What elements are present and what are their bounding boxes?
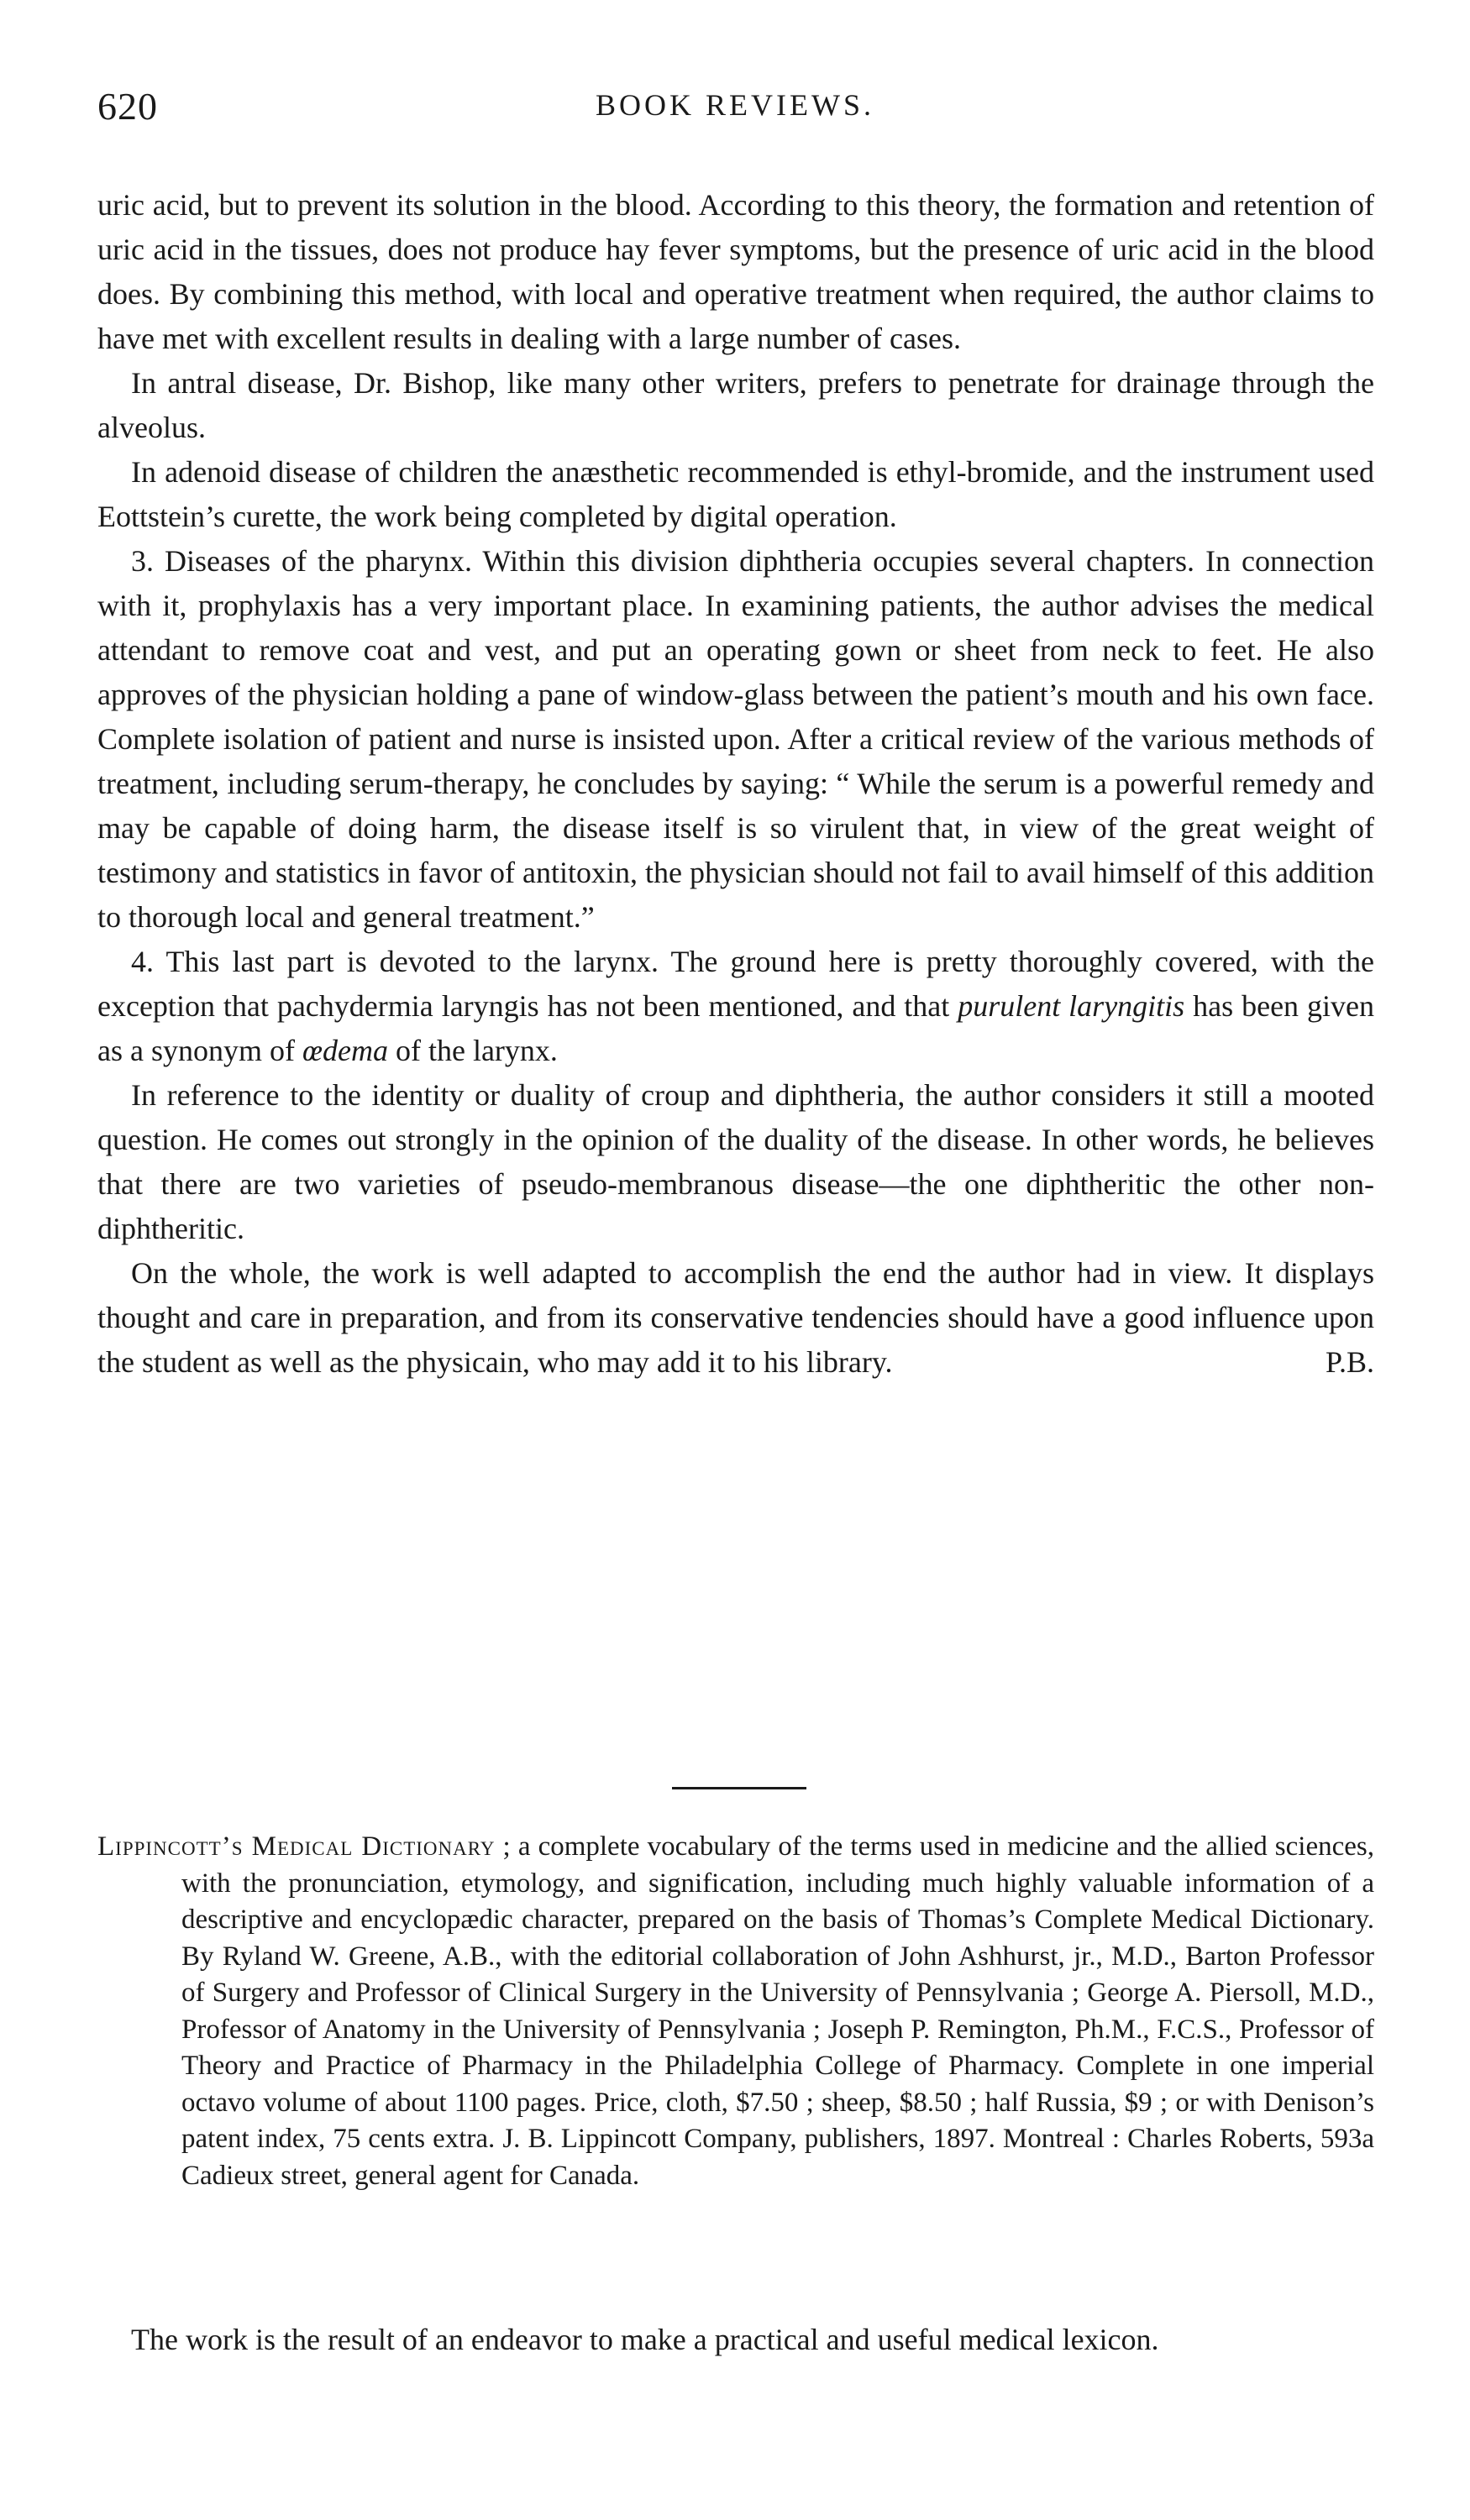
larynx-text-1: 4. This last part is devoted to the larynx. The ground here is pretty thoroughly covered, with the exception that pachydermia laryngis has not been mentioned, and that (97, 945, 1374, 1023)
citation-title: Lippincott’s Medical Dictionary (97, 1831, 496, 1862)
closing-text: The work is the result of an endeavor to make a practical and useful medical lexicon. (131, 2323, 1159, 2356)
larynx-text-2: has been given as a synonym of (97, 989, 1374, 1067)
conclusion-text: On the whole, the work is well adapted to accomplish the end the author had in view. It displays thought and care in preparation, and from its conservative tendencies should have a good influence upon the student as well as the physicain, who may add it to his library. (97, 1256, 1374, 1379)
citation-details: ; a complete vocabulary of the terms used in medicine and the allied sciences, with the pronunciation, etymology, and signification, including much highly valuable information of a descriptive and encyclopædic character, prepared on the basis of Thomas’s Complete Medical Dictionary. By Ryland W. Greene, A.B., with the editorial collaboration of John Ashhurst, jr., M.D., Barton Professor of Surgery and Professor of Clinical Surgery in the University of Pennsylvania ; George A. Piersoll, M.D., Professor of Anatomy in the University of Pennsylvania ; Joseph P. Remington, Ph.M., F.C.S., Professor of Theory and Practice of Pharmacy in the Philadelphia College of Pharmacy. Complete in one imperial octavo volume of about 1100 pages. Price, cloth, $7.50 ; sheep, $8.50 ; half Russia, $9 ; or with Denison’s patent index, 75 cents extra. J. B. Lippincott Company, publishers, 1897. Montreal : Charles Roberts, 593a Cadieux street, general agent for Canada. (181, 1831, 1374, 2191)
paragraph-uric-acid: uric acid, but to prevent its solution in the blood. According to this theory, the formation and retention of uric acid in the tissues, does not produce hay fever symptoms, but the presence of uric acid in the blood does. By combining this method, with local and operative treatment when required, the author claims to have met with excellent results in dealing with a large number of cases. (97, 188, 1374, 355)
larynx-italic-term-1: purulent laryngitis (958, 989, 1185, 1023)
paragraph-croup: In reference to the identity or duality of croup and diphtheria, the author considers it still a mooted question. He comes out strongly in the opinion of the duality of the disease. In other words, he believes that there are two varieties of pseudo-membranous disease—the one diphtheritic the other non-diphtheritic. (97, 1078, 1374, 1245)
paragraph-larynx (97, 940, 1374, 1073)
page-number: 620 (97, 85, 158, 128)
larynx-italic-term-2: œdema (302, 1034, 388, 1067)
closing-paragraph (97, 2318, 1374, 2362)
review-body (97, 183, 1374, 1385)
running-title: BOOK REVIEWS. (596, 88, 874, 122)
section-divider (672, 1787, 806, 1789)
paragraph-pharynx: 3. Diseases of the pharynx. Within this division diphtheria occupies several chapters. In connection with it, prophylaxis has a very important place. In examining patients, the author advises the medical attendant to remove coat and vest, and put an operating gown or sheet from neck to feet. He also approves of the physician holding a pane of window-glass between the patient’s mouth and his own face. Complete isolation of patient and nurse is insisted upon. After a critical review of the various methods of treatment, including serum-therapy, he concludes by saying: “ While the serum is a powerful remedy and may be capable of doing harm, the disease itself is so virulent that, in view of the great weight of testimony and statistics in favor of antitoxin, the physician should not fail to avail himself of this addition to thorough local and general treatment.” (97, 544, 1374, 934)
paragraph-conclusion (97, 1251, 1374, 1385)
reviewer-signature: P.B. (1325, 1345, 1374, 1379)
running-head (97, 84, 1373, 134)
larynx-text-3: of the larynx. (387, 1034, 558, 1067)
paragraph-antral: In antral disease, Dr. Bishop, like many other writers, prefers to penetrate for drainage through the alveolus. (97, 366, 1374, 444)
book-citation (97, 1829, 1374, 2194)
paragraph-adenoid: In adenoid disease of children the anæsthetic recommended is ethyl-bromide, and the instrument used Eottstein’s curette, the work being completed by digital operation. (97, 455, 1374, 533)
